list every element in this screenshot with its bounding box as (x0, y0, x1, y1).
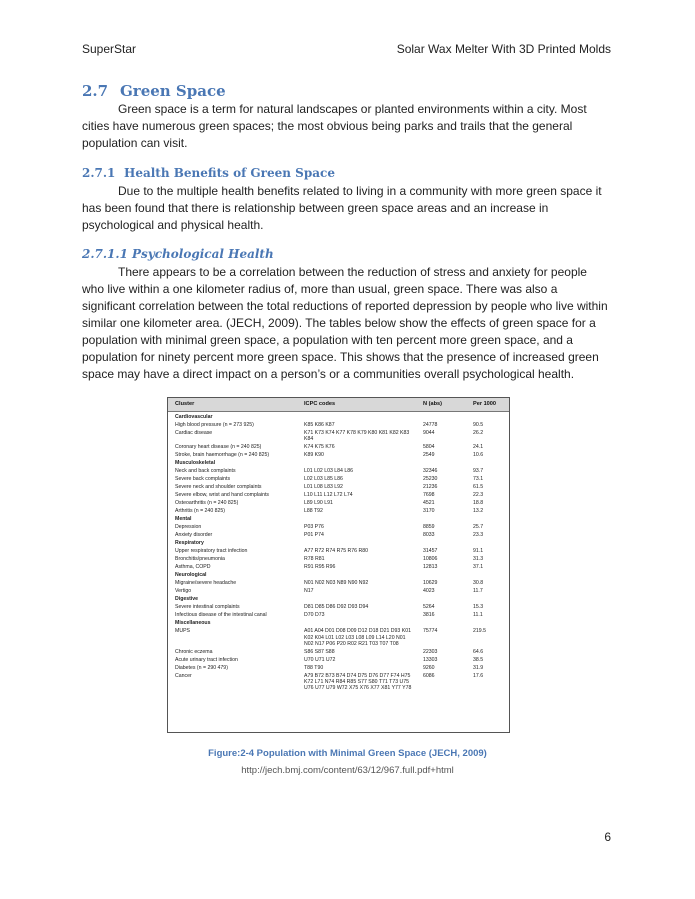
n-cell: 10806 (423, 556, 438, 563)
n-cell: 31457 (423, 548, 438, 555)
column-header-cluster: Cluster (175, 401, 195, 407)
per1000-cell: 13.2 (473, 508, 484, 515)
per1000-cell: 37.1 (473, 564, 484, 571)
table-row (168, 484, 509, 492)
cluster-cell: Migraine/severe headache (175, 580, 237, 587)
subsection-number: 2.7.1 (82, 166, 116, 180)
codes-cell: A79 B72 B73 B74 D74 D75 D76 D77 F74 H75 K72 L71 N74 R84 R85 S77 S80 T71 T73 U75 U76 U77 U79 W72 X75 X76 X77 X81 Y77 Y78 (304, 672, 412, 692)
per1000-cell: 24.1 (473, 444, 484, 451)
n-cell: 3170 (423, 508, 435, 515)
cluster-cell: Cardiovascular (175, 414, 213, 420)
cluster-cell: Digestive (175, 596, 199, 603)
codes-cell: L88 T92 (304, 508, 323, 515)
per1000-cell: 30.8 (473, 580, 484, 587)
n-cell: 21236 (423, 484, 438, 491)
table-row (168, 580, 509, 588)
table-category-row (168, 460, 509, 468)
cluster-cell: Upper respiratory tract infection (175, 548, 248, 555)
table-row (168, 604, 509, 612)
cluster-cell: Asthma, COPD (175, 564, 211, 571)
subsection-body: Due to the multiple health benefits related to living in a community with more green space it has been found that there is relationship between green space areas and an increase in psychological and physical health. (82, 184, 602, 232)
per1000-cell: 31.9 (473, 664, 484, 671)
n-cell: 5264 (423, 604, 435, 611)
table-category-row (168, 620, 509, 628)
per1000-cell: 11.1 (473, 612, 483, 619)
n-cell: 4023 (423, 588, 435, 595)
per1000-cell: 18.8 (473, 500, 484, 507)
section-body: Green space is a term for natural landscapes or planted environments within a city. Most cities have numerous green spaces; the most obvious being parks and trails that the general population can visit. (82, 102, 587, 150)
per1000-cell: 64.6 (473, 648, 484, 655)
cluster-cell: Neck and back complaints (175, 468, 236, 475)
table-row (168, 524, 509, 532)
table-category-row (168, 516, 509, 524)
column-header-codes: ICPC codes (304, 401, 336, 407)
subsection-title: Health Benefits of Green Space (124, 166, 335, 180)
per1000-cell: 91.1 (473, 548, 484, 555)
cluster-cell: Musculoskeletal (175, 460, 216, 467)
codes-cell: N01 N02 N03 N89 N90 N92 (304, 580, 369, 587)
n-cell: 25230 (423, 476, 438, 483)
n-cell: 3816 (423, 612, 435, 619)
cluster-cell: Respiratory (175, 540, 204, 547)
codes-cell: L02 L03 L85 L86 (304, 476, 343, 483)
codes-cell: K89 K90 (304, 452, 324, 459)
table-header (168, 398, 509, 412)
table-row (168, 588, 509, 596)
column-header-per1000: Per 1000 (473, 401, 497, 407)
codes-cell: N17 (304, 588, 314, 595)
codes-cell: D81 D85 D86 D92 D93 D94 (304, 604, 369, 611)
table-row (168, 665, 509, 673)
table-category-row (168, 572, 509, 580)
per1000-cell: 90.5 (473, 422, 484, 428)
section-heading (82, 82, 226, 100)
subsection-heading (82, 166, 335, 180)
n-cell: 24778 (423, 422, 438, 428)
cluster-cell: MUPS (175, 628, 190, 635)
codes-cell: R78 R81 (304, 556, 325, 563)
per1000-cell: 11.7 (473, 588, 483, 595)
n-cell: 8033 (423, 532, 435, 539)
data-table (167, 397, 510, 733)
table-row (168, 492, 509, 500)
codes-cell: S86 S87 S88 (304, 648, 335, 655)
header-right: Solar Wax Melter With 3D Printed Molds (396, 42, 611, 56)
n-cell: 4521 (423, 500, 435, 507)
table-category-row (168, 596, 509, 604)
cluster-cell: Neurological (175, 572, 207, 579)
header-left: SuperStar (82, 42, 137, 56)
cluster-cell: High blood pressure (n = 273 925) (175, 422, 254, 428)
cluster-cell: Chronic eczema (175, 648, 213, 655)
table-row (168, 564, 509, 572)
n-cell: 32346 (423, 468, 438, 475)
table-row (168, 556, 509, 564)
section-title: Green Space (120, 82, 226, 100)
table-row (168, 452, 509, 460)
codes-cell: A77 R72 R74 R75 R76 R80 (304, 548, 369, 555)
table-row (168, 476, 509, 484)
table-row (168, 628, 509, 649)
table-category-row (168, 414, 509, 422)
n-cell: 9260 (423, 664, 435, 671)
table-row (168, 508, 509, 516)
subsubsection-body: There appears to be a correlation between the reduction of stress and anxiety for people who live within a one kilometer radius of, more than usual, green space. There was also a significant correlation between the total reductions of reported depression by people who live within similar one kilometer area. (JECH, 2009). The tables below show the effects of green space for a population with minimal green space, a population with ten percent more green space, and a population for ninety percent more green space. This shows that the presence of increased green space may have a direct impact on a person’s or a communities overall psychological health. (82, 265, 608, 381)
codes-cell: R91 R95 R96 (304, 564, 336, 571)
n-cell: 8859 (423, 524, 435, 531)
table-row (168, 657, 509, 665)
figure-source-url: http://jech.bmj.com/content/63/12/967.full.pdf+html (241, 765, 454, 776)
per1000-cell: 26.2 (473, 430, 484, 436)
table-body (168, 412, 509, 700)
codes-cell: P01 P74 (304, 532, 324, 539)
n-cell: 6086 (423, 672, 435, 679)
cluster-cell: Cardiac disease (175, 430, 213, 436)
per1000-cell: 17.6 (473, 672, 484, 679)
cluster-cell: Severe intestinal complaints (175, 604, 240, 611)
cluster-cell: Vertigo (175, 588, 192, 595)
cluster-cell: Depression (175, 524, 202, 531)
cluster-cell: Severe neck and shoulder complaints (175, 484, 262, 491)
cluster-cell: Anxiety disorder (175, 532, 213, 539)
n-cell: 9044 (423, 430, 435, 436)
n-cell: 12813 (423, 564, 438, 571)
per1000-cell: 61.5 (473, 484, 484, 491)
codes-cell: K85 K86 K87 (304, 422, 335, 428)
codes-cell: L89 L90 L91 (304, 500, 333, 507)
cluster-cell: Cancer (175, 672, 192, 679)
per1000-cell: 22.3 (473, 492, 484, 499)
n-cell: 13303 (423, 656, 438, 663)
codes-cell: K74 K75 K76 (304, 444, 335, 451)
cluster-cell: Arthritis (n = 240 825) (175, 508, 226, 515)
cluster-cell: Coronary heart disease (n = 240 825) (175, 444, 262, 451)
table-row (168, 468, 509, 476)
cluster-cell: Acute urinary tract infection (175, 656, 238, 663)
per1000-cell: 23.3 (473, 532, 484, 539)
codes-cell: T88 T90 (304, 664, 324, 671)
per1000-cell: 93.7 (473, 468, 484, 475)
figure-caption: Figure:2-4 Population with Minimal Green Space (JECH, 2009) (208, 748, 487, 759)
n-cell: 2549 (423, 452, 435, 459)
codes-cell: D70 D73 (304, 612, 325, 619)
cluster-cell: Bronchitis/pneumonia (175, 556, 225, 563)
n-cell: 75774 (423, 628, 438, 635)
cluster-cell: Mental (175, 516, 192, 523)
per1000-cell: 25.7 (473, 524, 484, 531)
table-category-row (168, 540, 509, 548)
table-row (168, 548, 509, 556)
subsubsection-number: 2.7.1.1 (82, 247, 128, 261)
n-cell: 22303 (423, 648, 438, 655)
per1000-cell: 31.3 (473, 556, 484, 563)
per1000-cell: 10.6 (473, 452, 484, 459)
cluster-cell: Severe back complaints (175, 476, 231, 483)
table-row (168, 673, 509, 700)
per1000-cell: 15.3 (473, 604, 484, 611)
table-row (168, 430, 509, 444)
table-row (168, 444, 509, 452)
codes-cell: K71 K73 K74 K77 K78 K79 K80 K81 K82 K83 K84 (304, 430, 410, 443)
n-cell: 5804 (423, 444, 435, 451)
cluster-cell: Osteoarthritis (n = 240 825) (175, 500, 239, 507)
codes-cell: P03 P76 (304, 524, 324, 531)
cluster-cell: Infectious disease of the intestinal canal (175, 612, 267, 619)
subsubsection-heading (82, 247, 274, 261)
subsubsection-title: Psychological Health (132, 247, 274, 261)
codes-cell: L01 L02 L03 L84 L86 (304, 468, 354, 475)
cluster-cell: Diabetes (n = 290 479) (175, 664, 228, 671)
codes-cell: L01 L08 L83 L92 (304, 484, 343, 491)
cluster-cell: Miscellaneous (175, 620, 211, 627)
codes-cell: L10 L11 L12 L72 L74 (304, 492, 353, 499)
per1000-cell: 73.1 (473, 476, 484, 483)
table-row (168, 500, 509, 508)
table-row (168, 649, 509, 657)
codes-cell: U70 U71 U72 (304, 656, 336, 663)
cluster-cell: Severe elbow, wrist and hand complaints (175, 492, 270, 499)
per1000-cell: 219.5 (473, 628, 486, 635)
section-number: 2.7 (82, 82, 109, 100)
table-row (168, 422, 509, 430)
per1000-cell: 38.5 (473, 656, 484, 663)
n-cell: 7698 (423, 492, 435, 499)
cluster-cell: Stroke, brain haemorrhage (n = 240 825) (175, 452, 270, 459)
column-header-n: N (abs) (423, 401, 442, 407)
n-cell: 10629 (423, 580, 438, 587)
page-number: 6 (604, 830, 611, 844)
table-row (168, 532, 509, 540)
table-row (168, 612, 509, 620)
codes-cell: A01 A04 D01 D08 D09 D12 D18 D21 D93 K01 K02 K04 L01 L02 L03 L08 L09 L14 L20 N01 N02 N17 P06 P20 R02 R21 T03 T07 T08 (304, 628, 411, 647)
